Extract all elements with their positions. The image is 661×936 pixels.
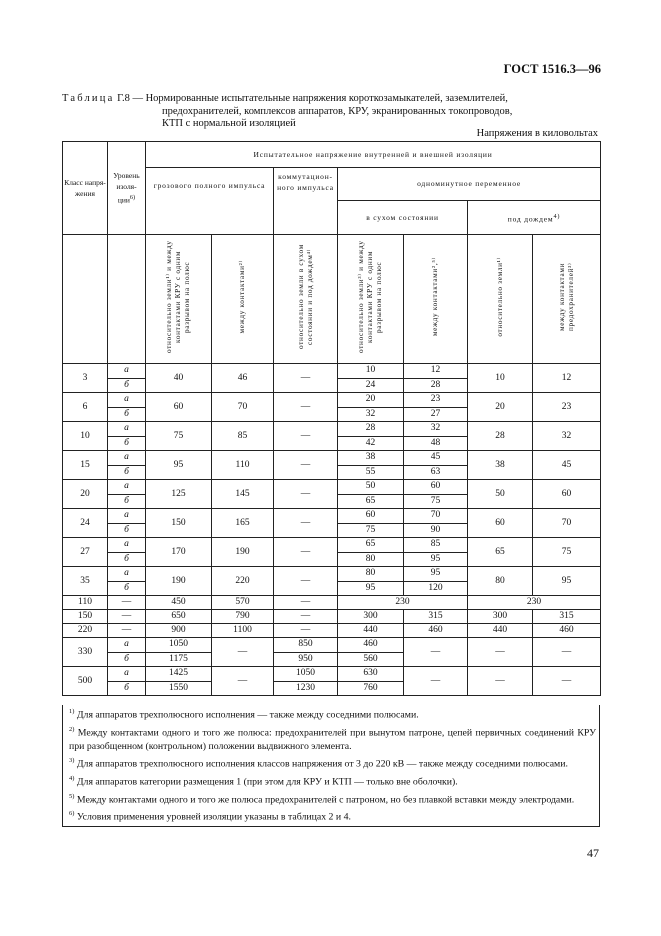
class-cell: 20 xyxy=(63,480,108,509)
cell: 75 xyxy=(146,422,212,451)
header-test-voltage: Испытательное напряжение внутренней и внешней изоляции xyxy=(146,142,601,168)
class-cell: 6 xyxy=(63,393,108,422)
level-cell: б xyxy=(108,407,146,422)
cell: — xyxy=(274,509,338,538)
cell: 20 xyxy=(468,393,533,422)
cell: 45 xyxy=(404,451,468,466)
footnote: $^{5)}$ Между контактами одного и того же полюса предохранителей с патроном, но без плавкой вставки между электродами. xyxy=(69,792,575,805)
level-cell: а xyxy=(108,393,146,408)
cell: — xyxy=(274,451,338,480)
level-cell: а xyxy=(108,451,146,466)
class-cell: 3 xyxy=(63,364,108,393)
table-row xyxy=(63,509,601,524)
cell: 32 xyxy=(533,422,601,451)
vheader-2: между контактами²⁾ xyxy=(212,235,274,364)
header-class: Класс напря-жения xyxy=(63,142,108,235)
cell: 70 xyxy=(212,393,274,422)
cell: 125 xyxy=(146,480,212,509)
table-row xyxy=(63,451,601,466)
table-row xyxy=(63,422,601,437)
footnote: $^{6)}$ Условия применения уровней изоляции указаны в таблицах 2 и 4. xyxy=(69,810,351,823)
header-dry: в сухом состоянии xyxy=(338,200,468,234)
cell: 46 xyxy=(212,364,274,393)
table-row: 500 а 1425 — 1050 630 — — — xyxy=(63,667,601,682)
cell: 85 xyxy=(404,538,468,553)
vheader-3: относительно земли в сухом состоянии и под дождем⁴⁾ xyxy=(274,235,338,364)
footnote: $^{2)}$ Между контактами одного и того же полюса: предохранителей при вынутом патроне, цепей первичных соединений КРУ при разобщенном (контрольном) положении выдвижного элемента. xyxy=(69,725,597,752)
header-lightning: грозового полного импульса xyxy=(146,168,274,235)
cell: 150 xyxy=(146,509,212,538)
vheader-6: относительно земли¹⁾ xyxy=(468,235,533,364)
cell: 95 xyxy=(404,567,468,582)
footnote: $^{4)}$ Для аппаратов категории размещения 1 (при этом для КРУ и КТП — только вне оболочки). xyxy=(69,774,458,788)
cell: 60 xyxy=(404,480,468,495)
cell: 190 xyxy=(212,538,274,567)
cell: 190 xyxy=(146,567,212,596)
level-cell: б xyxy=(108,552,146,567)
cell: 38 xyxy=(338,451,404,466)
cell: 75 xyxy=(533,538,601,567)
voltage-table xyxy=(62,141,601,696)
table-row: 110 — 450 570 — 230 230 xyxy=(63,596,601,610)
cell: 12 xyxy=(404,364,468,379)
level-cell: б xyxy=(108,436,146,451)
cell: 10 xyxy=(338,364,404,379)
cell: — xyxy=(274,538,338,567)
cell: 38 xyxy=(468,451,533,480)
caption-line3: КТП с нормальной изоляцией xyxy=(162,118,296,129)
cell: — xyxy=(274,567,338,596)
cell: 75 xyxy=(338,523,404,538)
units-note: Напряжения в киловольтах xyxy=(476,128,598,139)
table-row xyxy=(63,393,601,408)
cell: 45 xyxy=(533,451,601,480)
vheader-7: между контактами предохранителей³⁾ xyxy=(533,235,601,364)
header-oneminute: одноминутное переменное xyxy=(338,168,601,201)
cell: 32 xyxy=(338,407,404,422)
level-cell: а xyxy=(108,538,146,553)
footnotes xyxy=(62,705,600,827)
level-cell: а xyxy=(108,422,146,437)
cell: — xyxy=(274,480,338,509)
vheader-4: относительно земли³⁾ и между контактами КРУ с одним разрывом на полюс xyxy=(338,235,404,364)
cell: 120 xyxy=(404,581,468,596)
level-cell: а xyxy=(108,364,146,379)
table-row: б 1175 950 560 xyxy=(63,652,601,667)
level-cell: б xyxy=(108,465,146,480)
table-row xyxy=(63,567,601,582)
caption-number: Г.8 xyxy=(117,93,130,104)
level-cell: б xyxy=(108,581,146,596)
class-cell: 27 xyxy=(63,538,108,567)
header-level: Уровень изоля-ции$^{6)}$ xyxy=(108,142,146,235)
cell: 10 xyxy=(468,364,533,393)
class-cell: 35 xyxy=(63,567,108,596)
cell: 63 xyxy=(404,465,468,480)
cell: 95 xyxy=(533,567,601,596)
cell: 50 xyxy=(468,480,533,509)
cell: 20 xyxy=(338,393,404,408)
caption-line2: предохранителей, комплексов аппаратов, КРУ, экранированных токопроводов, xyxy=(162,105,513,117)
cell: 12 xyxy=(533,364,601,393)
footnote: $^{1)}$ Для аппаратов трехполюсного исполнения — также между соседними полюсами. xyxy=(69,708,419,721)
cell: 80 xyxy=(468,567,533,596)
cell: 60 xyxy=(338,509,404,524)
cell: — xyxy=(274,393,338,422)
cell: 95 xyxy=(146,451,212,480)
table-row xyxy=(63,364,601,379)
cell: 80 xyxy=(338,552,404,567)
cell: 23 xyxy=(404,393,468,408)
vheader-1: относительно земли¹⁾ и между контактами КРУ с одним разрывом на полюс xyxy=(146,235,212,364)
cell: 70 xyxy=(404,509,468,524)
class-cell: 10 xyxy=(63,422,108,451)
caption-label: Таблица xyxy=(62,93,115,104)
table-row: 330 а 1050 — 850 460 — — — xyxy=(63,638,601,653)
footnote: $^{3)}$ Для аппаратов трехполюсного исполнения классов напряжения от 3 до 220 кВ — также между соседними полюсами. xyxy=(69,757,568,770)
level-cell: б xyxy=(108,523,146,538)
cell: 42 xyxy=(338,436,404,451)
table-row: б 1550 1230 760 xyxy=(63,681,601,696)
table-row: 150 — 650 790 — 300 315 300 315 xyxy=(63,610,601,624)
header-rain: под дождем$^{4)}$ xyxy=(468,200,601,234)
class-cell: 24 xyxy=(63,509,108,538)
cell: 110 xyxy=(212,451,274,480)
level-cell: а xyxy=(108,567,146,582)
level-cell: б xyxy=(108,494,146,509)
cell: 165 xyxy=(212,509,274,538)
cell: 70 xyxy=(533,509,601,538)
cell: 60 xyxy=(533,480,601,509)
cell: 170 xyxy=(146,538,212,567)
table-row xyxy=(63,480,601,495)
cell: 85 xyxy=(212,422,274,451)
cell: 65 xyxy=(468,538,533,567)
cell: 23 xyxy=(533,393,601,422)
table-row xyxy=(63,538,601,553)
cell: 95 xyxy=(404,552,468,567)
vheader-5: между контактами²,⁵⁾ xyxy=(404,235,468,364)
cell: 55 xyxy=(338,465,404,480)
cell: 60 xyxy=(146,393,212,422)
cell: 75 xyxy=(404,494,468,509)
cell: 27 xyxy=(404,407,468,422)
cell: 220 xyxy=(212,567,274,596)
cell: 28 xyxy=(404,378,468,393)
cell: — xyxy=(274,422,338,451)
cell: 90 xyxy=(404,523,468,538)
cell: — xyxy=(274,364,338,393)
level-cell: а xyxy=(108,480,146,495)
cell: 28 xyxy=(468,422,533,451)
cell: 24 xyxy=(338,378,404,393)
cell: 32 xyxy=(404,422,468,437)
cell: 145 xyxy=(212,480,274,509)
cell: 60 xyxy=(468,509,533,538)
cell: 80 xyxy=(338,567,404,582)
cell: 28 xyxy=(338,422,404,437)
table-row: 220 — 900 1100 — 440 460 440 460 xyxy=(63,624,601,638)
standard-header: ГОСТ 1516.3—96 xyxy=(503,62,601,76)
header-switching: коммутацион-ного импульса xyxy=(274,168,338,235)
level-cell: а xyxy=(108,509,146,524)
cell: 50 xyxy=(338,480,404,495)
cell: 40 xyxy=(146,364,212,393)
dual-rows xyxy=(63,364,601,596)
table-caption xyxy=(62,93,602,131)
cell: 48 xyxy=(404,436,468,451)
level-cell: б xyxy=(108,378,146,393)
class-cell: 15 xyxy=(63,451,108,480)
cell: 95 xyxy=(338,581,404,596)
cell: 65 xyxy=(338,538,404,553)
page-number: 47 xyxy=(587,846,599,860)
cell: 65 xyxy=(338,494,404,509)
caption-line1: — Нормированные испытательные напряжения короткозамыкателей, заземлителей, xyxy=(132,93,508,104)
